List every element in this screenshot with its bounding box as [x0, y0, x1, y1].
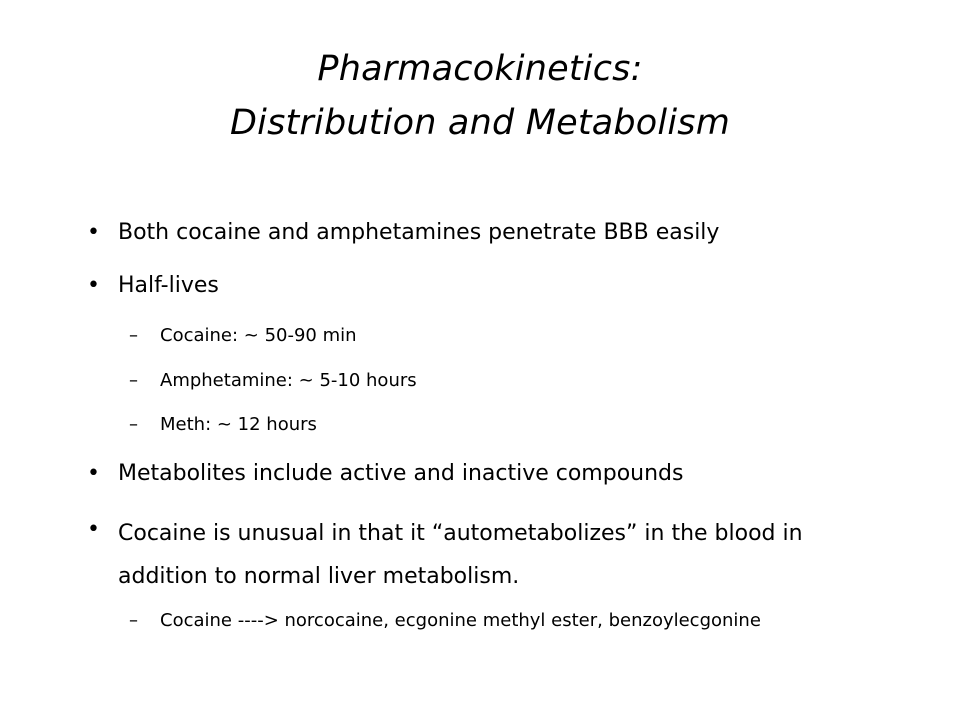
bullet-text: Both cocaine and amphetamines penetrate BBB easily: [118, 220, 720, 245]
bullet-icon: •: [87, 273, 100, 298]
dash-icon: –: [129, 610, 138, 631]
bullet-item: [87, 268, 887, 304]
bullet-text: Metabolites include active and inactive compounds: [118, 461, 684, 486]
dash-icon: –: [129, 370, 138, 391]
bullet-text: Cocaine is unusual in that it “autometabolizes” in the blood in addition to normal liver metabolism.: [118, 521, 803, 589]
sub-bullet-text: Meth: ~ 12 hours: [160, 414, 317, 435]
sub-bullet-item: [129, 411, 929, 439]
bullet-item: [87, 215, 887, 251]
sub-bullet-item: [129, 322, 929, 350]
dash-icon: –: [129, 325, 138, 346]
bullet-icon: •: [87, 461, 100, 486]
bullet-icon: •: [87, 517, 100, 542]
bullet-text: Half-lives: [118, 273, 219, 298]
sub-bullet-text: Cocaine ----> norcocaine, ecgonine methyl ester, benzoylecgonine: [160, 610, 761, 631]
bullet-item: [87, 456, 887, 492]
dash-icon: –: [129, 414, 138, 435]
sub-bullet-text: Amphetamine: ~ 5-10 hours: [160, 370, 417, 391]
sub-bullet-item: [129, 367, 929, 395]
slide-title-line-2: Distribution and Metabolism: [230, 103, 730, 143]
slide-title-line-1: Pharmacokinetics:: [317, 49, 643, 89]
bullet-icon: •: [87, 220, 100, 245]
bullet-item: [87, 512, 887, 598]
sub-bullet-item: [129, 607, 929, 635]
sub-bullet-text: Cocaine: ~ 50-90 min: [160, 325, 357, 346]
